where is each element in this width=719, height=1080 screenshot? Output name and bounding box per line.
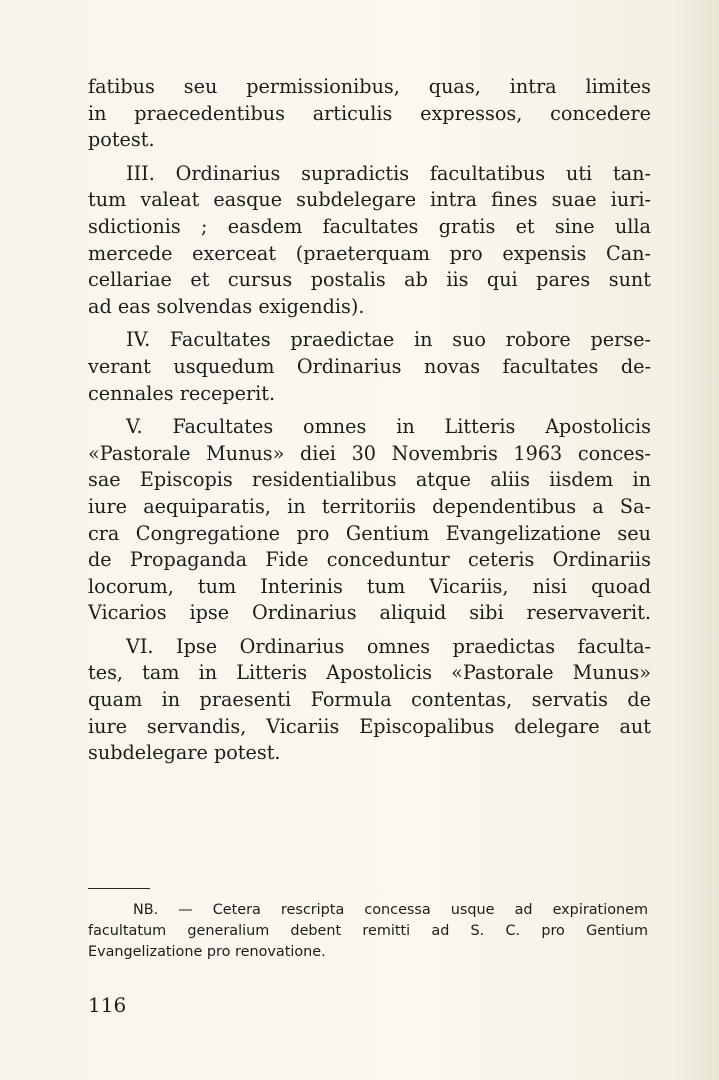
text-line: «Pastorale Munus» diei 30 Novembris 1963 conces- — [88, 441, 651, 465]
footnote — [88, 900, 648, 963]
text-line: V. Facultates omnes in Litteris Apostolicis — [126, 415, 651, 439]
text-line: quam in praesenti Formula contentas, servatis de — [88, 688, 651, 712]
text-line: VI. Ipse Ordinarius omnes praedictas faculta- — [126, 634, 651, 658]
footnote-line: facultatum generalium debent remitti ad S. C. pro Gentium — [88, 923, 648, 939]
paragraph-vi — [88, 634, 651, 767]
paragraph-iii — [88, 161, 651, 321]
footnote-line: NB. — Cetera rescripta concessa usque ad expirationem — [133, 902, 648, 918]
text-line: tes, tam in Litteris Apostolicis «Pastorale Munus» — [88, 661, 651, 685]
text-line: iure servandis, Vicariis Episcopalibus delegare aut — [88, 714, 651, 738]
text-line: III. Ordinarius supradictis facultatibus uti tan- — [126, 161, 651, 185]
text-line: de Propaganda Fide conceduntur ceteris Ordinariis — [88, 548, 651, 572]
text-line: ad eas solvendas exigendis). — [88, 294, 365, 318]
text-line: Vicarios ipse Ordinarius aliquid sibi reservaverit. — [88, 601, 651, 625]
text-line: subdelegare potest. — [88, 741, 281, 765]
text-line: tum valeat easque subdelegare intra fines suae iuri- — [88, 188, 651, 212]
text-line: cra Congregatione pro Gentium Evangelizatione seu — [88, 521, 651, 545]
footnote-divider — [88, 888, 150, 889]
page-number: 116 — [88, 993, 127, 1017]
paragraph-v — [88, 414, 651, 627]
text-line: sae Episcopis residentialibus atque aliis iisdem in — [88, 468, 651, 492]
text-line: fatibus seu permissionibus, quas, intra limites — [88, 75, 651, 98]
paragraph-iv — [88, 327, 651, 407]
text-line: iure aequiparatis, in territoriis dependentibus a Sa- — [88, 494, 651, 518]
paragraph-continuation — [88, 74, 651, 154]
text-line: verant usquedum Ordinarius novas facultates de- — [88, 354, 651, 378]
text-line: sdictionis ; easdem facultates gratis et sine ulla — [88, 214, 651, 238]
text-line: cellariae et cursus postalis ab iis qui pares sunt — [88, 268, 651, 292]
text-line: cennales receperit. — [88, 381, 276, 405]
text-line: potest. — [88, 128, 155, 152]
text-line: mercede exerceat (praeterquam pro expensis Can- — [88, 241, 651, 265]
text-line: IV. Facultates praedictae in suo robore perse- — [126, 328, 651, 352]
footnote-line: Evangelizatione pro renovatione. — [88, 944, 326, 960]
body-text — [88, 74, 651, 774]
text-line: in praecedentibus articulis expressos, concedere — [88, 101, 651, 125]
text-line: locorum, tum Interinis tum Vicariis, nisi quoad — [88, 574, 651, 598]
